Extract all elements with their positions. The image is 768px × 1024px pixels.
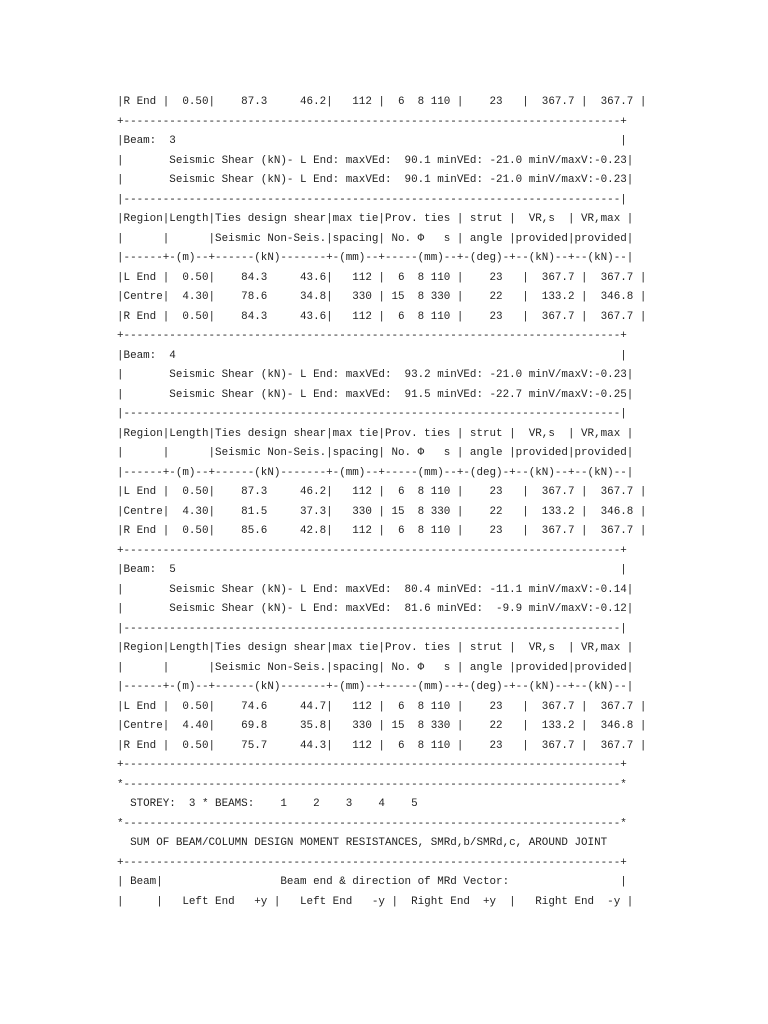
report-line: |Beam: 3 |: [117, 135, 627, 147]
report-line: |Beam: 4 |: [117, 349, 627, 362]
report-line: |Centre| 4.40| 69.8 35.8| 330 | 15 8 330 | 22 | 133.2 | 346.8 |: [117, 720, 647, 732]
report-line: |R End | 0.50| 84.3 43.6| 112 | 6 8 110 | 23 | 367.7 | 367.7 |: [117, 310, 647, 323]
report-line: *----------------------------------------------------------------------------*: [117, 778, 627, 791]
report-line: |----------------------------------------------------------------------------|: [117, 622, 627, 635]
report-line: |Region|Length|Ties design shear|max tie|Prov. ties | strut | VR,s | VR,max |: [117, 642, 634, 654]
report-line: |Region|Length|Ties design shear|max tie|Prov. ties | strut | VR,s | VR,max |: [117, 213, 634, 225]
report-line: |L End | 0.50| 84.3 43.6| 112 | 6 8 110 | 23 | 367.7 | 367.7 |: [117, 271, 647, 284]
report-line: |L End | 0.50| 74.6 44.7| 112 | 6 8 110 | 23 | 367.7 | 367.7 |: [117, 700, 647, 713]
report-line: |------+-(m)--+------(kN)-------+-(mm)--+-----(mm)--+-(deg)-+--(kN)--+--(kN)--|: [117, 466, 634, 479]
report-line: |Centre| 4.30| 78.6 34.8| 330 | 15 8 330 | 22 | 133.2 | 346.8 |: [117, 291, 647, 303]
report-line: | Seismic Shear (kN)- L End: maxVEd: 81.6 minVEd: -9.9 minV/maxV:-0.12|: [117, 603, 634, 615]
report-line: |------+-(m)--+------(kN)-------+-(mm)--+-----(mm)--+-(deg)-+--(kN)--+--(kN)--|: [117, 252, 634, 264]
report-line: | Seismic Shear (kN)- L End: maxVEd: 93.2 minVEd: -21.0 minV/maxV:-0.23|: [117, 369, 634, 381]
report-line: |----------------------------------------------------------------------------|: [117, 193, 627, 206]
report-line: |Centre| 4.30| 81.5 37.3| 330 | 15 8 330 | 22 | 133.2 | 346.8 |: [117, 505, 647, 518]
report-line: | | |Seismic Non-Seis.|spacing| No. Φ s | angle |provided|provided|: [117, 661, 634, 674]
report-line: | Beam| Beam end & direction of MRd Vector: |: [117, 876, 627, 888]
report-line: STOREY: 3 * BEAMS: 1 2 3 4 5: [117, 798, 418, 810]
report-line: |------+-(m)--+------(kN)-------+-(mm)--+-----(mm)--+-(deg)-+--(kN)--+--(kN)--|: [117, 681, 634, 693]
report-line: +----------------------------------------------------------------------------+: [117, 759, 627, 771]
report-line: +----------------------------------------------------------------------------+: [117, 544, 627, 557]
report-line: |Region|Length|Ties design shear|max tie|Prov. ties | strut | VR,s | VR,max |: [117, 427, 634, 440]
report-line: | | Left End +y | Left End -y | Right End +y | Right End -y |: [117, 895, 634, 908]
report-line: +----------------------------------------------------------------------------+: [117, 856, 627, 869]
report-line: SUM OF BEAM/COLUMN DESIGN MOMENT RESISTANCES, SMRd,b/SMRd,c, AROUND JOINT: [117, 837, 608, 849]
report-line: | Seismic Shear (kN)- L End: maxVEd: 90.1 minVEd: -21.0 minV/maxV:-0.23|: [117, 174, 634, 186]
report-line: *----------------------------------------------------------------------------*: [117, 817, 627, 830]
report-line: |R End | 0.50| 87.3 46.2| 112 | 6 8 110 | 23 | 367.7 | 367.7 |: [117, 96, 647, 108]
report-line: |----------------------------------------------------------------------------|: [117, 408, 627, 420]
report-line: | | |Seismic Non-Seis.|spacing| No. Φ s | angle |provided|provided|: [117, 447, 634, 459]
report-line: |R End | 0.50| 75.7 44.3| 112 | 6 8 110 | 23 | 367.7 | 367.7 |: [117, 739, 647, 752]
report-line: | Seismic Shear (kN)- L End: maxVEd: 91.5 minVEd: -22.7 minV/maxV:-0.25|: [117, 388, 634, 401]
report-line: |Beam: 5 |: [117, 564, 627, 576]
report-line: | | |Seismic Non-Seis.|spacing| No. Φ s | angle |provided|provided|: [117, 232, 634, 245]
report-line: |R End | 0.50| 85.6 42.8| 112 | 6 8 110 | 23 | 367.7 | 367.7 |: [117, 525, 647, 537]
report-line: +----------------------------------------------------------------------------+: [117, 330, 627, 342]
report-line: | Seismic Shear (kN)- L End: maxVEd: 90.1 minVEd: -21.0 minV/maxV:-0.23|: [117, 154, 634, 167]
report-line: | Seismic Shear (kN)- L End: maxVEd: 80.4 minVEd: -11.1 minV/maxV:-0.14|: [117, 583, 634, 596]
report-line: |L End | 0.50| 87.3 46.2| 112 | 6 8 110 | 23 | 367.7 | 367.7 |: [117, 486, 647, 498]
report-line: +----------------------------------------------------------------------------+: [117, 115, 627, 128]
report-printout: [117, 93, 646, 912]
